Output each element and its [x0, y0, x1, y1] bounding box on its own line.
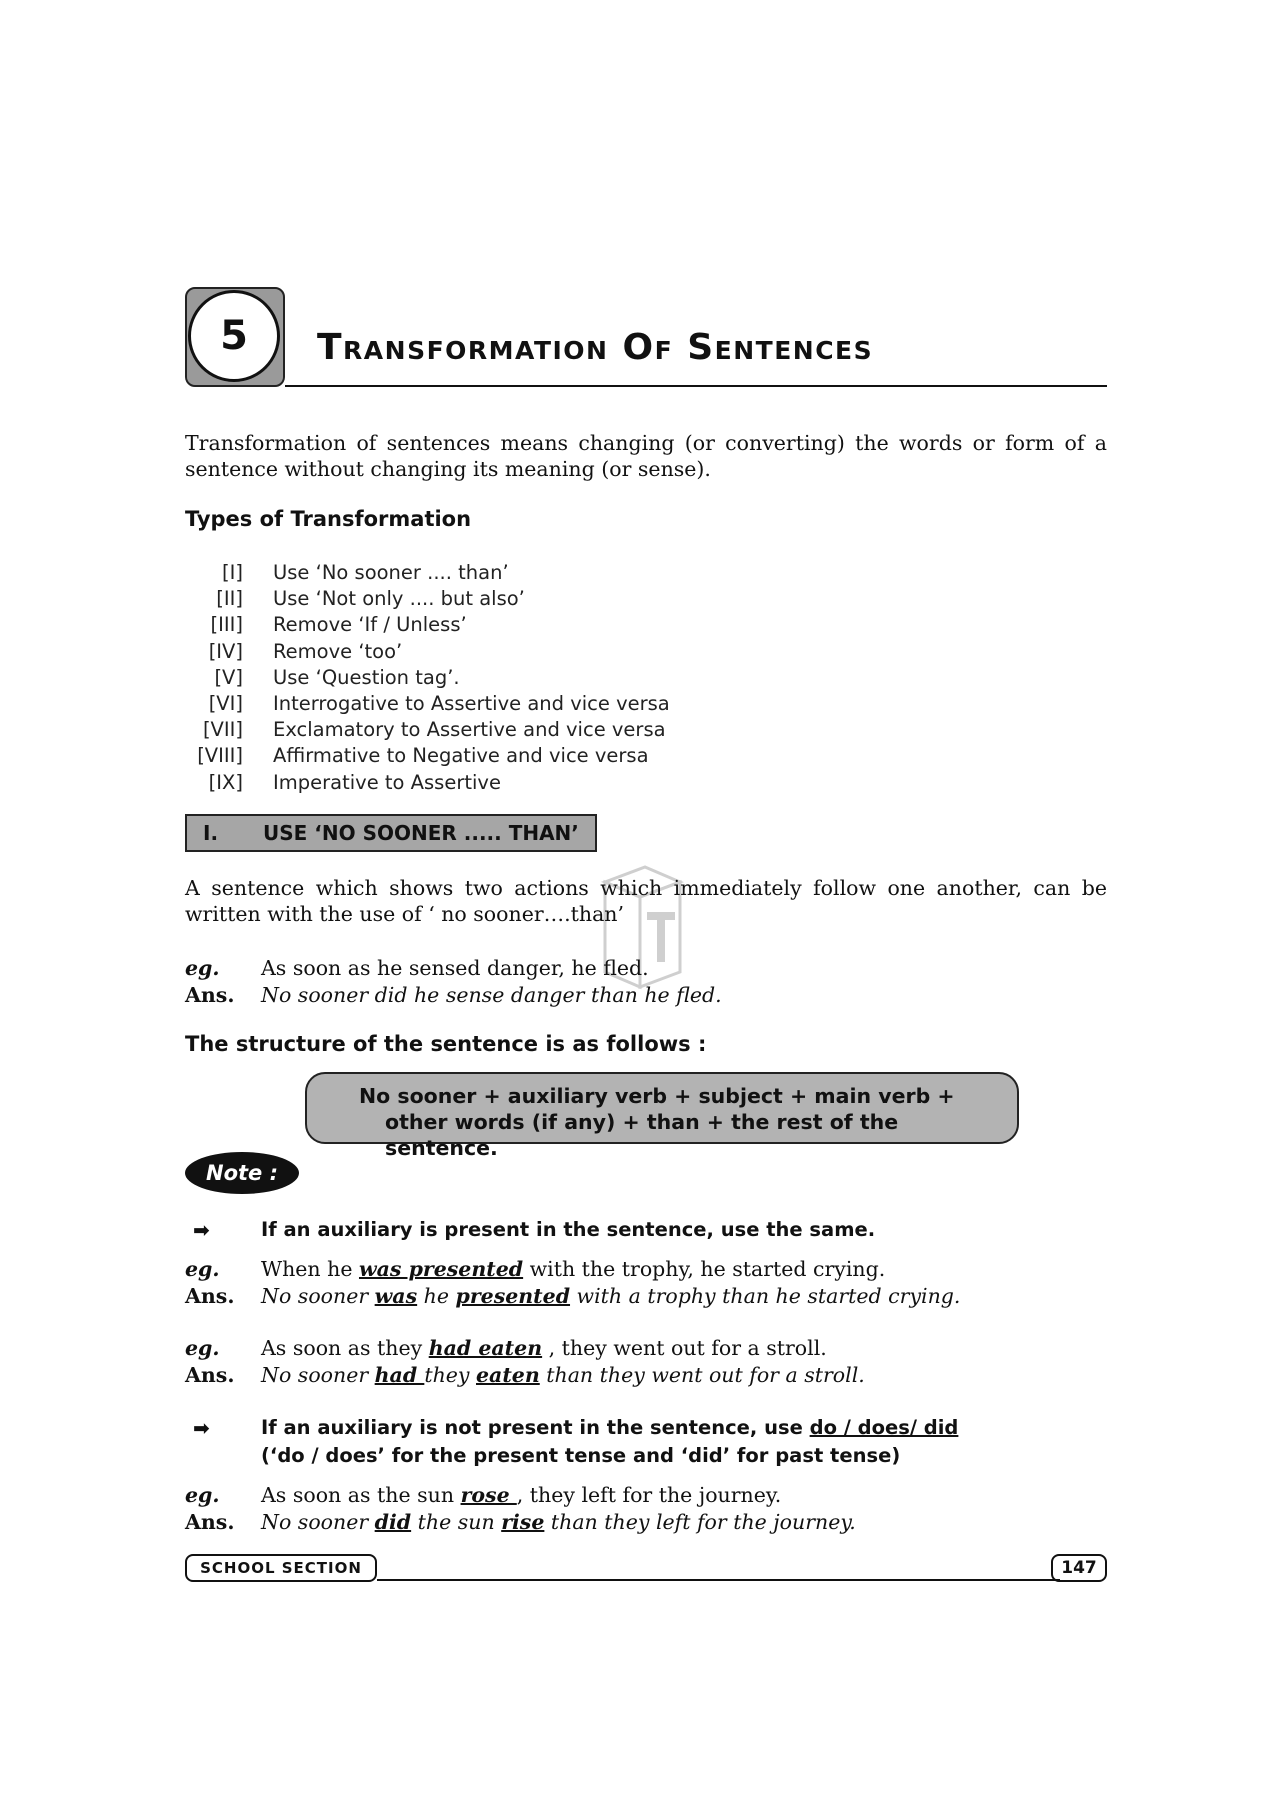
underlined-verb: rose [460, 1483, 517, 1507]
list-item-text: Use ‘Not only .... but also’ [273, 587, 525, 611]
chapter-title: Transformation Of Sentences [317, 327, 874, 368]
footer-section-label: SCHOOL SECTION [185, 1554, 377, 1582]
types-list [185, 560, 885, 796]
list-item-number: [V] [214, 665, 243, 689]
list-item [185, 717, 885, 743]
example-sentence: When he was presented with the trophy, he started crying. [261, 1257, 886, 1281]
underlined-verb: eaten [476, 1362, 540, 1387]
example-sentence: As soon as the sun rose , they left for the journey. [261, 1483, 782, 1507]
example-block-4 [185, 1482, 1107, 1535]
answer-sentence: No sooner had they eaten than they went out for a stroll. [261, 1362, 865, 1387]
arrow-right-icon: ➡ [193, 1218, 210, 1242]
chapter-number-badge [185, 287, 285, 387]
list-item-number: [III] [210, 613, 243, 637]
answer-sentence: No sooner did the sun rise than they left for the journey. [261, 1509, 856, 1534]
example-sentence: As soon as he sensed danger, he fled. [261, 956, 649, 980]
answer-sentence: No sooner was he presented with a trophy than he started crying. [261, 1283, 961, 1308]
list-item-text: Remove ‘If / Unless’ [273, 613, 467, 637]
list-item-number: [VII] [202, 718, 243, 742]
example-block-2 [185, 1256, 1107, 1309]
answer-sentence: No sooner did he sense danger than he fled. [261, 982, 722, 1007]
list-item-text: Exclamatory to Assertive and vice versa [273, 718, 666, 742]
list-item [185, 586, 885, 612]
structure-heading: The structure of the sentence is as follows : [185, 1032, 707, 1056]
eg-label: eg. [185, 956, 220, 980]
list-item [185, 665, 885, 691]
list-item [185, 612, 885, 638]
eg-label: eg. [185, 1257, 220, 1281]
example-block-1 [185, 955, 1107, 1008]
list-item [185, 560, 885, 586]
eg-label: eg. [185, 1336, 220, 1360]
list-item-number: [IV] [208, 639, 243, 663]
eg-label: eg. [185, 1483, 220, 1507]
list-item-number: [IX] [208, 770, 243, 794]
section-paragraph: A sentence which shows two actions which immediately follow one another, can be written with the use of ‘ no sooner….than’ [185, 876, 1107, 926]
list-item-text: Imperative to Assertive [273, 770, 501, 794]
rule-1 [185, 1216, 1107, 1244]
underlined-verb: did [374, 1509, 412, 1534]
underlined-verb: was presented [358, 1257, 524, 1281]
underlined-verb: had eaten [428, 1336, 543, 1360]
underlined-verb: had [374, 1362, 425, 1387]
list-item [185, 743, 885, 769]
section-heading-bar [185, 814, 597, 852]
rule-text: If an auxiliary is present in the sentence, use the same. [261, 1218, 876, 1241]
list-item-text: Interrogative to Assertive and vice versa [273, 691, 670, 715]
title-underline [285, 385, 1107, 387]
page-number: 147 [1051, 1554, 1107, 1582]
ans-label: Ans. [185, 1362, 235, 1387]
list-item [185, 691, 885, 717]
list-item-text: Remove ‘too’ [273, 639, 403, 663]
chapter-number: 5 [188, 290, 280, 382]
list-item-text: Use ‘No sooner .... than’ [273, 561, 509, 584]
intro-paragraph: Transformation of sentences means changing (or converting) the words or form of a sentence without changing its meaning (or sense). [185, 431, 1107, 481]
ans-label: Ans. [185, 1509, 235, 1534]
underlined-keyword: do / does/ did [809, 1416, 959, 1439]
ans-label: Ans. [185, 982, 235, 1007]
list-item [185, 639, 885, 665]
structure-formula-box [305, 1072, 1019, 1160]
note-label: Note : [185, 1152, 299, 1194]
arrow-right-icon: ➡ [193, 1416, 210, 1440]
example-block-3 [185, 1335, 1107, 1388]
rule-text: If an auxiliary is not present in the sentence, use do / does/ did (‘do / does’ for the present tense and ‘did’ for past tense) [261, 1416, 959, 1467]
list-item-number: [VI] [208, 691, 243, 715]
list-item-text: Use ‘Question tag’. [273, 665, 460, 689]
types-heading: Types of Transformation [185, 507, 472, 531]
list-item-text: Affirmative to Negative and vice versa [273, 744, 649, 768]
footer-rule [377, 1579, 1060, 1581]
section-number: I. [203, 821, 219, 845]
list-item-number: [VIII] [197, 744, 243, 768]
example-sentence: As soon as they had eaten , they went out for a stroll. [261, 1336, 827, 1360]
list-item [185, 770, 885, 796]
section-title: USE ‘NO SOONER ..... THAN’ [263, 821, 579, 845]
structure-line-2: other words (if any) + than + the rest of the sentence. [385, 1110, 899, 1160]
structure-line-1: No sooner + auxiliary verb + subject + main verb + [359, 1084, 955, 1108]
underlined-verb: was [374, 1283, 418, 1308]
document-page [185, 0, 1107, 1811]
list-item-number: [I] [222, 561, 243, 584]
list-item-number: [II] [216, 587, 243, 611]
underlined-verb: rise [501, 1509, 545, 1534]
rule-2 [185, 1414, 1107, 1470]
ans-label: Ans. [185, 1283, 235, 1308]
underlined-verb: presented [455, 1283, 571, 1308]
